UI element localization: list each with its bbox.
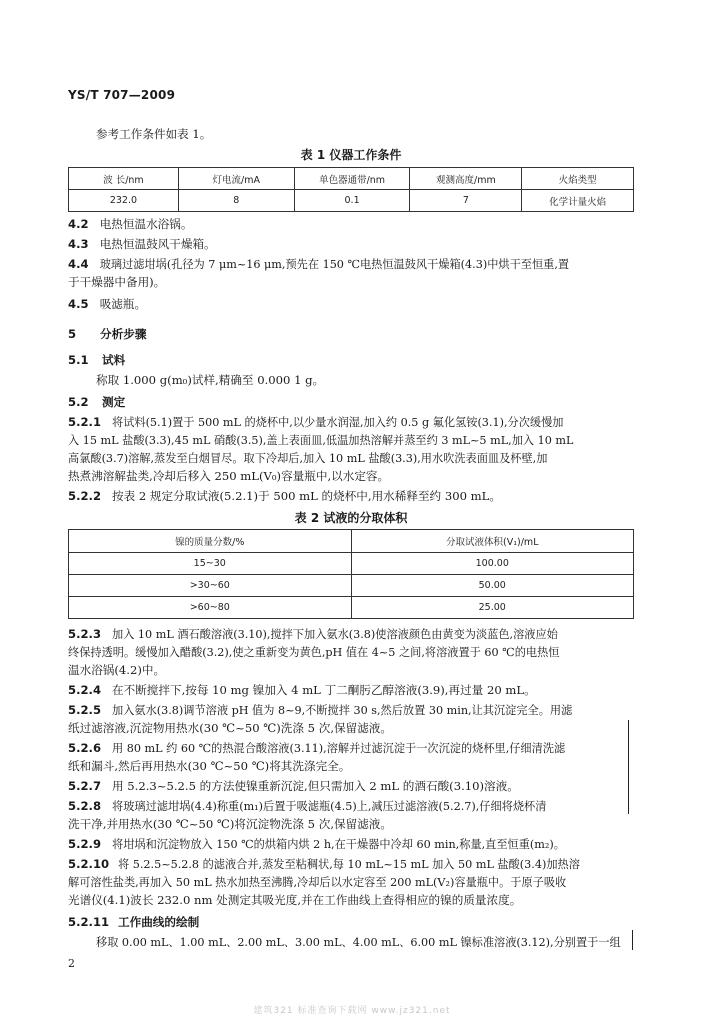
section-number: 5.2.8 [68, 799, 102, 813]
paragraph-line: 解可溶性盐类,再加入 50 mL 热水加热至沸腾,冷却后以水定容至 200 mL(V₂)容量瓶中。于原子吸收 [68, 876, 567, 889]
paragraph-line: 光谱仪(4.1)波长 232.0 nm 处测定其吸光度,并在工作曲线上查得相应的镍的质量浓度。 [68, 893, 522, 907]
table1-header-cell: 波 长/nm [69, 168, 179, 190]
section-5-2-6 [68, 740, 565, 757]
section-number: 5.2.1 [68, 415, 102, 429]
section-5-2-10 [68, 856, 580, 873]
table2-cell: 100.00 [351, 553, 634, 575]
section-5-2-3 [68, 626, 558, 643]
item-number: 4.5 [68, 297, 89, 311]
table1-cell: 化学计量火焰 [522, 190, 634, 212]
paragraph-line: 高氯酸(3.7)溶解,蒸发至白烟冒尽。取下冷却后,加入 10 mL 盐酸(3.3),用水吹洗表面皿及杯壁,加 [68, 452, 548, 465]
item-text: 吸滤瓶。 [99, 297, 147, 311]
paragraph-line: 洗干净,并用热水(30 ℃~50 ℃)将沉淀物洗涤 5 次,保留滤液。 [68, 817, 392, 831]
table1-header-cell: 灯电流/mA [178, 168, 294, 190]
paragraph-line: 温水浴锅(4.2)中。 [68, 663, 166, 677]
table1-header-row [69, 168, 634, 190]
intro-text: 参考工作条件如表 1。 [96, 127, 212, 141]
scan-margin-line [632, 930, 633, 950]
section-5-2-11-text: 移取 0.00 mL、1.00 mL、2.00 mL、3.00 mL、4.00 mL、6.00 mL 镍标准溶液(3.12),分别置于一组 [96, 936, 621, 949]
paragraph-line: 加入氨水(3.8)调节溶液 pH 值为 8~9,不断搅拌 30 s,然后放置 30 min,让其沉淀完全。用滤 [112, 704, 573, 717]
paragraph-line: 热煮沸溶解盐类,冷却后移入 250 mL(V₀)容量瓶中,以水定容。 [68, 469, 390, 483]
watermark-footer: 建筑321 标准查询下载网 www.jz321.net [253, 1006, 451, 1016]
scan-margin-line [628, 720, 629, 814]
paragraph-line: 用 80 mL 约 60 ℃的热混合酸溶液(3.11),溶解并过滤沉淀于一次沉淀的烧杯里,仔细清洗滤 [112, 742, 566, 755]
item-4-2 [68, 216, 192, 233]
paragraph-line: 用 5.2.3~5.2.5 的方法使镍重新沉淀,但只需加入 2 mL 的酒石酸(3.10)溶液。 [112, 779, 519, 793]
standard-number: YS/T 707—2009 [68, 88, 176, 102]
section-number: 5.2.4 [68, 683, 102, 697]
table1-header-cell: 单色器通带/nm [294, 168, 410, 190]
section-number: 5.2.2 [68, 489, 102, 503]
section-5-2-5 [68, 702, 572, 719]
table1-cell: 7 [410, 190, 522, 212]
page-number: 2 [68, 957, 75, 970]
section-number: 5.2.3 [68, 627, 102, 641]
item-text: 电热恒温水浴锅。 [99, 217, 193, 231]
item-number: 4.2 [68, 217, 89, 231]
item-text: 电热恒温鼓风干燥箱。 [99, 237, 216, 251]
section-number: 5.2.7 [68, 779, 102, 793]
table1 [68, 167, 634, 212]
section-title: 试料 [102, 353, 126, 367]
table2-cell: 50.00 [351, 575, 634, 597]
paragraph-line: 将坩埚和沉淀物放入 150 ℃的烘箱内烘 2 h,在干燥器中冷却 60 min,称量,直至恒重(m₂)。 [112, 838, 565, 851]
table2 [68, 529, 634, 619]
item-4-4 [68, 256, 569, 273]
table-row [69, 575, 634, 597]
table-row [69, 597, 634, 619]
section-number: 5.1 [68, 353, 89, 367]
item-number: 4.4 [68, 257, 89, 271]
item-text: 玻璃过滤坩埚(孔径为 7 μm~16 μm,预先在 150 ℃电热恒温鼓风干燥箱(4.3)中烘干至恒重,置 [99, 258, 570, 271]
section-5-2-11-heading [68, 914, 199, 931]
item-4-3 [68, 236, 216, 253]
table-row [69, 553, 634, 575]
section-5-1-text: 称取 1.000 g(m₀)试样,精确至 0.000 1 g。 [96, 373, 325, 387]
table2-header-cell: 镍的质量分数/% [69, 530, 352, 553]
section-number: 5.2.9 [68, 837, 102, 851]
section-number: 5 [68, 327, 77, 341]
item-4-4-cont: 于干燥器中备用)。 [68, 275, 166, 289]
table1-header-cell: 火焰类型 [522, 168, 634, 190]
table2-cell: >30~60 [69, 575, 352, 597]
paragraph-line: 将试料(5.1)置于 500 mL 的烧杯中,以少量水润湿,加入约 0.5 g 氟化氢铵(3.1),分次缓慢加 [112, 416, 564, 429]
section-number: 5.2.10 [68, 857, 110, 871]
table1-cell: 8 [178, 190, 294, 212]
table-row [69, 190, 634, 212]
section-number: 5.2 [68, 395, 89, 409]
section-title: 工作曲线的绘制 [118, 915, 200, 929]
section-5-2-heading [68, 394, 125, 411]
section-5-2-2 [68, 488, 501, 505]
section-number: 5.2.11 [68, 915, 110, 929]
table1-header-cell: 观测高度/mm [410, 168, 522, 190]
table1-cell: 0.1 [294, 190, 410, 212]
paragraph-line: 将 5.2.5~5.2.8 的滤液合并,蒸发至粘稠状,每 10 mL~15 mL 加入 50 mL 盐酸(3.4)加热溶 [118, 858, 580, 871]
section-5-2-8 [68, 798, 546, 815]
paragraph-line: 加入 10 mL 酒石酸溶液(3.10),搅拌下加入氨水(3.8)使溶液颜色由黄变为淡蓝色,溶液应始 [112, 628, 558, 641]
table1-cell: 232.0 [69, 190, 179, 212]
table2-cell: 25.00 [351, 597, 634, 619]
table2-caption: 表 2 试液的分取体积 [294, 511, 408, 525]
table2-cell: >60~80 [69, 597, 352, 619]
table2-header-cell: 分取试液体积(V₁)/mL [351, 530, 634, 553]
paragraph-line: 纸过滤溶液,沉淀物用热水(30 ℃~50 ℃)洗涤 5 次,保留滤液。 [68, 721, 392, 735]
section-5-2-9 [68, 836, 565, 853]
paragraph-line: 按表 2 规定分取试液(5.2.1)于 500 mL 的烧杯中,用水稀释至约 300 mL。 [112, 489, 501, 503]
table2-header-row [69, 530, 634, 553]
paragraph-line: 入 15 mL 盐酸(3.3),45 mL 硝酸(3.5),盖上表面皿,低温加热溶解并蒸至约 3 mL~5 mL,加入 10 mL [68, 434, 574, 447]
table1-caption: 表 1 仪器工作条件 [300, 148, 402, 162]
item-4-5 [68, 296, 146, 313]
table2-cell: 15~30 [69, 553, 352, 575]
section-number: 5.2.6 [68, 741, 102, 755]
section-5-2-7 [68, 778, 519, 795]
paragraph-line: 纸和漏斗,然后再用热水(30 ℃~50 ℃)将其洗涤完全。 [68, 759, 351, 773]
section-5-2-1 [68, 414, 563, 431]
paragraph-line: 在不断搅拌下,按每 10 mg 镍加入 4 mL 丁二酮肟乙醇溶液(3.9),再过量 20 mL。 [112, 683, 536, 697]
section-title: 分析步骤 [100, 327, 147, 341]
section-5-2-4 [68, 682, 536, 699]
item-number: 4.3 [68, 237, 89, 251]
section-title: 测定 [102, 395, 126, 409]
section-5-1-heading [68, 352, 125, 369]
paragraph-line: 终保持透明。缓慢加入醋酸(3.2),使之重新变为黄色,pH 值在 4~5 之间,将溶液置于 60 ℃的电热恒 [68, 646, 560, 659]
section-number: 5.2.5 [68, 703, 102, 717]
paragraph-line: 将玻璃过滤坩埚(4.4)称重(m₁)后置于吸滤瓶(4.5)上,减压过滤溶液(5.2.7),仔细将烧杯清 [112, 800, 547, 813]
section-5-heading [68, 326, 146, 343]
